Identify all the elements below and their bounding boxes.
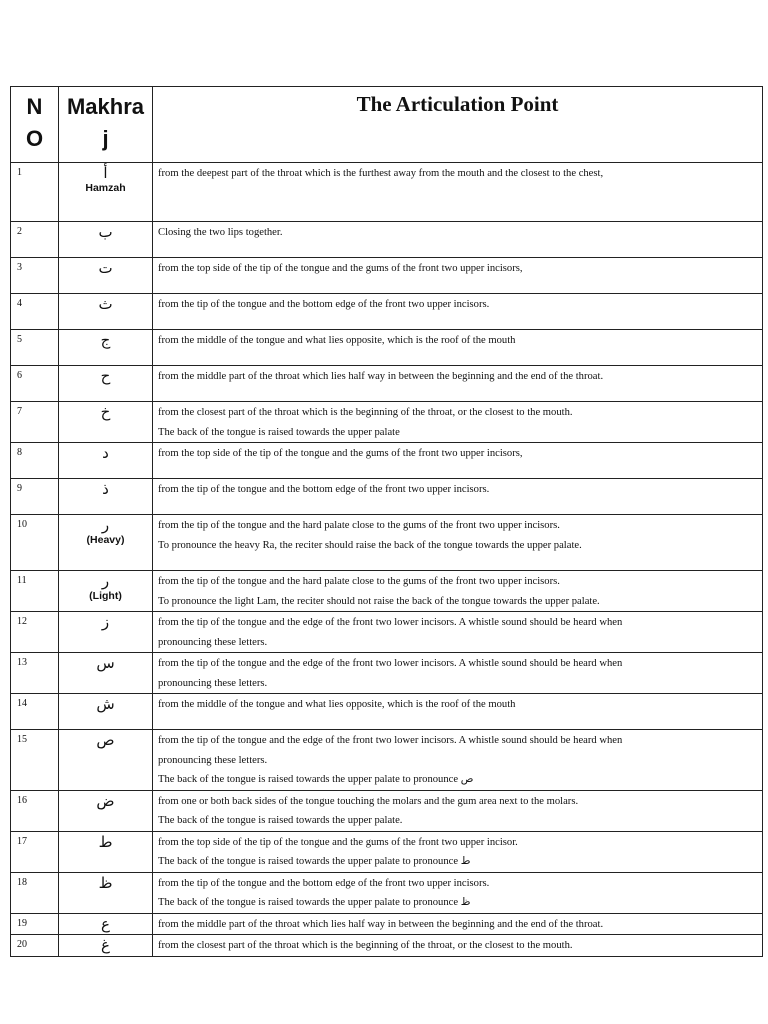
row-number: 16 — [11, 790, 59, 831]
table-row — [11, 366, 763, 402]
letter-subtitle: (Light) — [89, 590, 122, 602]
table-row — [11, 443, 763, 479]
articulation-description — [153, 913, 763, 935]
arabic-letter: ح — [100, 367, 111, 385]
makhraj-cell — [59, 653, 153, 694]
arabic-letter: أ — [103, 164, 108, 182]
makhraj-cell — [59, 694, 153, 730]
makhraj-cell — [59, 294, 153, 330]
description-line: from the tip of the tongue and the edge of the front two lower incisors. A whistle sound should be heard when — [158, 658, 623, 669]
arabic-letter: ز — [101, 613, 110, 631]
makhraj-cell — [59, 366, 153, 402]
row-number: 2 — [11, 222, 59, 258]
table-row — [11, 653, 763, 694]
table-row — [11, 935, 763, 957]
makhraj-cell — [59, 443, 153, 479]
description-line: The back of the tongue is raised towards the upper palate to pronounce ظ — [158, 897, 471, 908]
arabic-letter: ش — [96, 695, 115, 713]
makhraj-cell — [59, 790, 153, 831]
row-number: 19 — [11, 913, 59, 935]
articulation-description — [153, 571, 763, 612]
description-line: The back of the tongue is raised towards the upper palate to pronounce ص — [158, 774, 474, 785]
table-header-row — [11, 87, 763, 163]
makhraj-table — [10, 86, 763, 957]
row-number: 6 — [11, 366, 59, 402]
articulation-description — [153, 790, 763, 831]
table-row — [11, 872, 763, 913]
table-row — [11, 402, 763, 443]
arabic-letter: ت — [98, 259, 113, 277]
row-number: 1 — [11, 163, 59, 222]
articulation-description — [153, 730, 763, 791]
table-row — [11, 294, 763, 330]
description-line: The back of the tongue is raised towards the upper palate. — [158, 815, 403, 826]
row-number: 14 — [11, 694, 59, 730]
row-number: 20 — [11, 935, 59, 957]
description-line: from the tip of the tongue and the hard palate close to the gums of the front two upper incisors. — [158, 520, 560, 531]
articulation-description — [153, 694, 763, 730]
letter-subtitle: (Heavy) — [86, 534, 125, 546]
letter-subtitle: Hamzah — [85, 182, 126, 194]
row-number: 15 — [11, 730, 59, 791]
table-body — [11, 163, 763, 957]
table-row — [11, 913, 763, 935]
arabic-letter: ض — [96, 791, 115, 810]
articulation-description — [153, 872, 763, 913]
description-line: The back of the tongue is raised towards the upper palate to pronounce ط — [158, 856, 471, 867]
row-number: 8 — [11, 443, 59, 479]
arabic-letter: ث — [98, 295, 113, 313]
description-line: from the tip of the tongue and the bottom edge of the front two upper incisors. — [158, 877, 490, 889]
makhraj-cell — [59, 571, 153, 612]
articulation-description — [153, 366, 763, 402]
makhraj-cell — [59, 402, 153, 443]
articulation-description — [153, 653, 763, 694]
table-row — [11, 330, 763, 366]
row-number: 17 — [11, 831, 59, 872]
arabic-letter: س — [96, 654, 115, 672]
description-line: from the middle part of the throat which lies half way in between the beginning and the end of the throat. — [158, 918, 604, 930]
header-no-line2: O — [25, 126, 44, 151]
table-row — [11, 790, 763, 831]
description-line: Closing the two lips together. — [158, 227, 283, 238]
articulation-description — [153, 612, 763, 653]
table-row — [11, 258, 763, 294]
description-line: pronouncing these letters. — [158, 677, 268, 689]
description-line: To pronounce the light Lam, the reciter should not raise the back of the tongue towards the upper palate. — [158, 595, 600, 607]
description-line: from the top side of the tip of the tongue and the gums of the front two upper incisors, — [158, 448, 523, 459]
arabic-letter: ر — [101, 516, 110, 534]
articulation-description — [153, 402, 763, 443]
makhraj-cell — [59, 163, 153, 222]
table-row — [11, 163, 763, 222]
arabic-letter: د — [102, 444, 109, 462]
table-row — [11, 831, 763, 872]
arabic-letter: ع — [101, 914, 110, 933]
arabic-letter: ب — [98, 223, 113, 241]
description-line: pronouncing these letters. — [158, 754, 268, 766]
arabic-letter: ج — [100, 331, 111, 349]
description-line: from the middle part of the throat which lies half way in between the beginning and the end of the throat. — [158, 371, 604, 382]
arabic-letter: غ — [101, 936, 110, 954]
row-number: 7 — [11, 402, 59, 443]
makhraj-cell — [59, 831, 153, 872]
articulation-description — [153, 831, 763, 872]
description-line: from the tip of the tongue and the hard palate close to the gums of the front two upper incisors. — [158, 576, 560, 587]
description-line: from the tip of the tongue and the edge of the front two lower incisors. A whistle sound should be heard when — [158, 735, 623, 746]
articulation-description — [153, 935, 763, 957]
description-line: from the tip of the tongue and the edge of the front two lower incisors. A whistle sound should be heard when — [158, 617, 623, 628]
description-line: To pronounce the heavy Ra, the reciter should raise the back of the tongue towards the upper palate. — [158, 539, 582, 551]
row-number: 13 — [11, 653, 59, 694]
header-articulation-point: The Articulation Point — [153, 87, 763, 163]
makhraj-cell — [59, 730, 153, 791]
makhraj-cell — [59, 935, 153, 957]
header-no — [11, 87, 59, 163]
description-line: from the tip of the tongue and the bottom edge of the front two upper incisors. — [158, 484, 490, 495]
articulation-description — [153, 294, 763, 330]
makhraj-cell — [59, 515, 153, 571]
makhraj-cell — [59, 258, 153, 294]
arabic-letter: ص — [96, 731, 115, 749]
description-line: The back of the tongue is raised towards the upper palate — [158, 426, 400, 438]
header-makhraj-line2: j — [102, 126, 109, 151]
table-row — [11, 479, 763, 515]
articulation-description — [153, 222, 763, 258]
description-line: from the top side of the tip of the tongue and the gums of the front two upper incisors, — [158, 263, 523, 274]
table-row — [11, 612, 763, 653]
description-line: pronouncing these letters. — [158, 636, 268, 648]
articulation-description — [153, 515, 763, 571]
row-number: 3 — [11, 258, 59, 294]
articulation-description — [153, 479, 763, 515]
arabic-letter: ر — [101, 572, 110, 590]
table-row — [11, 515, 763, 571]
arabic-letter: ظ — [98, 873, 113, 892]
row-number: 4 — [11, 294, 59, 330]
makhraj-cell — [59, 330, 153, 366]
articulation-description — [153, 330, 763, 366]
makhraj-cell — [59, 872, 153, 913]
arabic-letter: ذ — [102, 480, 109, 498]
table-row — [11, 694, 763, 730]
arabic-letter: ط — [98, 832, 113, 851]
row-number: 18 — [11, 872, 59, 913]
row-number: 9 — [11, 479, 59, 515]
header-no-line1: N — [26, 94, 43, 119]
description-line: from the deepest part of the throat which is the furthest away from the mouth and the closest to the chest, — [158, 168, 604, 179]
table-row — [11, 222, 763, 258]
description-line: from the tip of the tongue and the bottom edge of the front two upper incisors. — [158, 299, 490, 310]
description-line: from one or both back sides of the tongue touching the molars and the gum area next to the molars. — [158, 795, 579, 807]
header-makhraj-line1: Makhra — [66, 94, 145, 119]
articulation-description — [153, 163, 763, 222]
articulation-description — [153, 443, 763, 479]
makhraj-cell — [59, 913, 153, 935]
articulation-description — [153, 258, 763, 294]
table-row — [11, 571, 763, 612]
description-line: from the closest part of the throat which is the beginning of the throat, or the closest to the mouth. — [158, 940, 573, 951]
row-number: 12 — [11, 612, 59, 653]
makhraj-cell — [59, 222, 153, 258]
makhraj-cell — [59, 612, 153, 653]
description-line: from the middle of the tongue and what lies opposite, which is the roof of the mouth — [158, 699, 516, 710]
description-line: from the middle of the tongue and what lies opposite, which is the roof of the mouth — [158, 335, 516, 346]
table-row — [11, 730, 763, 791]
makhraj-cell — [59, 479, 153, 515]
row-number: 11 — [11, 571, 59, 612]
arabic-letter: خ — [100, 403, 111, 421]
header-makhraj — [59, 87, 153, 163]
row-number: 10 — [11, 515, 59, 571]
description-line: from the closest part of the throat which is the beginning of the throat, or the closest to the mouth. — [158, 407, 573, 418]
row-number: 5 — [11, 330, 59, 366]
description-line: from the top side of the tip of the tongue and the gums of the front two upper incisor. — [158, 836, 518, 848]
